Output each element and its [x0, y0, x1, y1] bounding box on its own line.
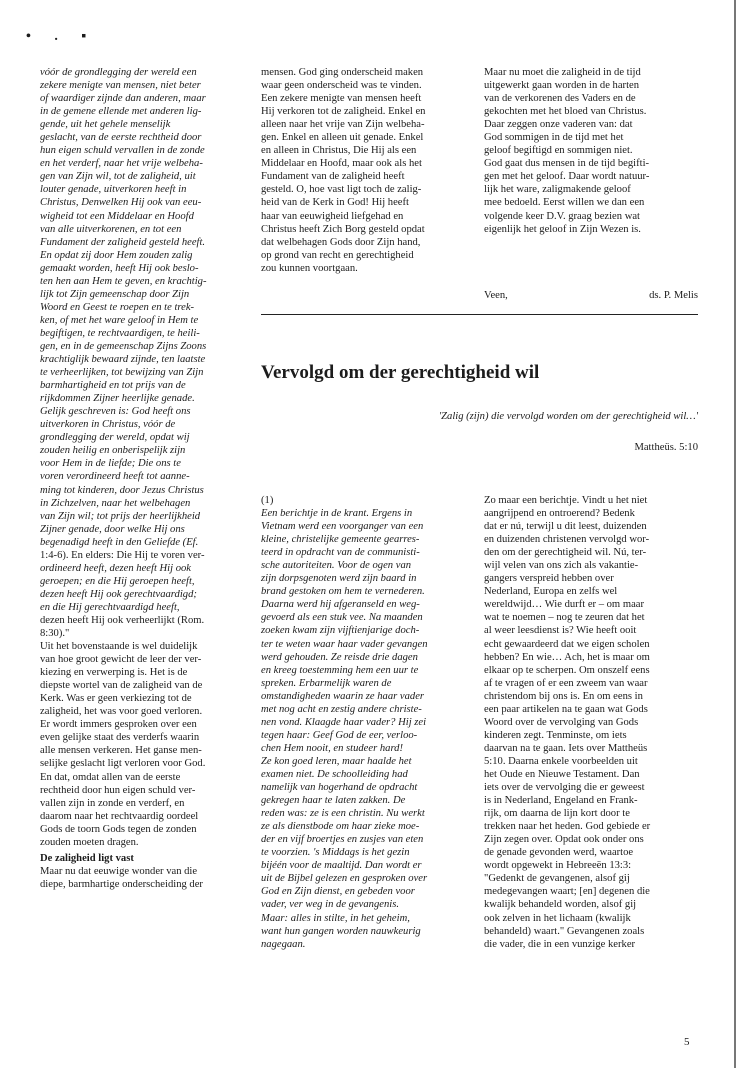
text-line: "Gedenkt de gevangenen, alsof gij	[484, 873, 630, 885]
text-line: diepe, barmhartige onderscheiding der	[40, 878, 203, 890]
text-line: Zijner genade, door welke Hij ons	[40, 523, 185, 535]
text-line: al weer leesdienst is? Wie heeft ooit	[484, 625, 637, 637]
text-line: kiezing en verwerping is. Het is de	[40, 667, 188, 679]
text-line: want hun gangen worden nauwkeurig	[261, 925, 421, 937]
subheading: De zaligheid ligt vast	[40, 852, 134, 864]
text-line: van Zijn wil; tot prijs der heerlijkheid	[40, 510, 201, 522]
text-line: chen Hem nooit, en studeer hard!	[261, 742, 404, 754]
text-line: teerd in opdracht van de communisti-	[261, 547, 420, 559]
text-line: hebben? En wie… Ach, het is maar om	[484, 651, 650, 663]
signature	[484, 290, 698, 301]
text-line: die vader, die in een vunzige kerker	[484, 938, 636, 950]
text-line: reden was: ze is een christin. Nu werkt	[261, 808, 425, 820]
text-line: vader, ver weg in de gevangenis.	[261, 899, 399, 911]
text-line: Fundament der zaligheid gesteld heeft.	[40, 236, 206, 248]
text-line: behandeld) waart." Gevangenen zoals	[484, 925, 645, 937]
text-line: lijk tot Zijn gemeenschap door Zijn	[40, 288, 190, 300]
text-line: in de gemene ellende met anderen lig-	[40, 106, 202, 118]
text-line: dat welbehagen Gods door Zijn hand,	[261, 236, 421, 248]
text-line: Vietnam werd een voorganger van een	[261, 521, 424, 533]
text-line: ter te weten waar haar vader gevangen	[261, 638, 428, 650]
text-line: dezen heeft Hij ook verheerlijkt (Rom.	[40, 614, 205, 626]
text-line: der en vijf broertjes en zusjes van eten	[261, 834, 424, 846]
text-line: alleen naar het vrije van Zijn welbeha-	[261, 119, 425, 131]
text-line: is in Nederland, Engeland en Frank-	[484, 795, 638, 807]
text-line: gende, uit het gehele menselijk	[40, 119, 171, 131]
text-line: Zijn zegen over. Opdat ook onder ons	[484, 834, 644, 846]
text-line: gen van Zijn wil, tot de zaligheid, uit	[40, 171, 196, 183]
text-line: Nederland, Europa en zelfs wel	[484, 586, 618, 598]
text-line: rijk, om daarna de lijn kort door te	[484, 808, 630, 820]
text-line: een paar artikelen na te gaan wat Gods	[484, 703, 648, 715]
text-line: wijl velen van ons zich als vakantie-	[484, 560, 639, 572]
text-line: ze als dienstbode om haar zieke moe-	[261, 821, 420, 833]
text-line: omstandigheden waarin ze haar vader	[261, 690, 425, 702]
text-line: echt gewaardeerd dat we eigen scholen	[484, 638, 650, 650]
text-line: zouden heilig en onberispelijk zijn	[40, 445, 186, 457]
text-line: den om der gerechtigheid wil. Nú, ter-	[484, 547, 647, 559]
text-line: van de verkorenen des Vaders en de	[484, 93, 636, 105]
text-line: waar geen onderscheid was te vinden.	[261, 80, 422, 92]
text-line: Gods de toorn Gods tegen de zonden	[40, 823, 197, 835]
text-line: gemaakt worden, heeft Hij ook beslo-	[40, 262, 199, 274]
text-line: ken, of met het ware geloof in Hem te	[40, 314, 199, 326]
column-2	[261, 66, 474, 275]
text-line: Daarna werd hij afgeranseld en weg-	[261, 599, 420, 611]
text-line: en het verderf, naar het vrije welbeha-	[40, 158, 203, 170]
text-line: rijkdommen Zijner heerlijke genade.	[40, 393, 195, 405]
text-line: Hij verkoren tot de zaligheid. Enkel en	[261, 106, 426, 118]
text-line: Woord over de vervolging van Gods	[484, 716, 639, 728]
text-line: vóór de grondlegging der wereld een	[40, 67, 197, 78]
text-line: gekochten met het bloed van Christus.	[484, 106, 647, 118]
text-line: kinderen zegt. Tenminste, om iets	[484, 729, 627, 741]
text-line: elkaar op te scherpen. Om onszelf eens	[484, 664, 650, 676]
text-line: namelijk van hogerhand de opdracht	[261, 782, 418, 794]
text-line: trekken naar het heden. God gebiede er	[484, 821, 651, 833]
text-line: aangrijpend en ontroerend? Bedenk	[484, 508, 635, 520]
text-line: alle mensen verkeren. Het ganse men-	[40, 745, 202, 757]
text-line: christendom bij ons is. En om eens in	[484, 690, 643, 702]
text-line: gen, en in de gemeenschap Zijns Zoons	[40, 340, 207, 352]
text-line: geloof begiftigd en sommigen niet.	[484, 145, 633, 157]
text-line: spreken. Erbarmelijk waren de	[261, 677, 392, 689]
text-line: Woord en Geest te roepen en te trek-	[40, 301, 195, 313]
text-line: Een zekere menigte van mensen heeft	[261, 93, 422, 105]
text-line: wat te noemen – nog te zeuren dat het	[484, 612, 645, 624]
text-line: kleine, christelijke gemeente gearres-	[261, 534, 420, 546]
text-line: hun eigen schuld vervallen in de zonde	[40, 145, 205, 157]
text-line: Uit het bovenstaande is wel duidelijk	[40, 641, 198, 653]
column-5	[484, 494, 698, 951]
text-line: 8:30)."	[40, 628, 70, 640]
text-line: geslacht, van de eerste rechtheid door	[40, 132, 202, 144]
text-line: iets over de vervolging die er geweest	[484, 782, 645, 794]
column-1	[40, 66, 247, 891]
section-divider	[261, 314, 698, 315]
text-line: Christus, Denwelken Hij ook van eeu-	[40, 197, 202, 209]
text-line: Een berichtje in de krant. Ergens in	[261, 508, 413, 520]
text-line: Er wordt immers gesproken over een	[40, 719, 197, 731]
text-line: vallen zijn in zonde en verderf, en	[40, 797, 185, 809]
text-line: rechtheid door hun eigen schuld ver-	[40, 784, 196, 796]
text-line: op grond van recht en gerechtigheid	[261, 249, 414, 261]
text-line: nen vond. Klaagde haar vader? Hij zei	[261, 716, 427, 728]
text-line: tegen haar: Geef God de eer, verloo-	[261, 729, 418, 741]
text-line: sche autoriteiten. Voor de ogen van	[261, 560, 412, 572]
text-line: zekere menigte van mensen, niet beter	[40, 80, 201, 92]
text-line: uitgewerkt gaan worden in de harten	[484, 80, 640, 92]
text-line: geroepen; en die Hij geroepen heeft,	[40, 575, 195, 587]
text-line: en die Hij gerechtvaardigd heeft,	[40, 601, 180, 613]
text-line: En opdat zij door Hem zouden zalig	[40, 249, 193, 261]
text-line: zoeken kwam zijn vijftienjarige doch-	[261, 625, 420, 637]
text-line: gevoerd als een stuk vee. Na maanden	[261, 612, 423, 624]
text-line: mensen. God ging onderscheid maken	[261, 67, 424, 78]
article-title: Vervolgd om der gerechtigheid wil	[261, 362, 540, 383]
text-line: zaligheid, het was voor goed verloren.	[40, 706, 203, 718]
text-line: voor Hem in de liefde; Die ons te	[40, 458, 181, 470]
text-line: te verheerlijken, tot bewijzing van Zijn	[40, 367, 204, 379]
text-line: zou kunnen voortgaan.	[261, 262, 358, 274]
text-line: voren verordineerd heeft tot aanne-	[40, 471, 190, 483]
text-line: zijn dorpsgenoten werd zijn baard in	[261, 573, 417, 585]
text-line: ordineerd heeft, dezen heeft Hij ook	[40, 562, 192, 574]
text-line: mee bedoeld. Eerst willen we dan een	[484, 197, 645, 209]
text-line: begenadigd heeft in den Geliefde (Ef.	[40, 536, 199, 548]
text-line: God sommigen in de tijd met het	[484, 132, 624, 144]
text-line: Maar nu moet die zaligheid in de tijd	[484, 67, 641, 78]
text-line: dat er nú, terwijl u dit leest, duizenden	[484, 521, 647, 533]
text-line: wordt opgewekt in Hebreeën 13:3:	[484, 860, 632, 872]
signature-place: Veen,	[484, 290, 508, 301]
text-line: van hoe groot gewicht de leer der ver-	[40, 654, 202, 666]
text-line: Ze kon goed leren, maar haalde het	[261, 755, 412, 767]
text-line: begiftigen, te rechtvaardigen, te heili-	[40, 327, 200, 339]
text-line: gangers verspreid hebben over	[484, 573, 614, 585]
text-line: heid van de Kerk in God! Hij heeft	[261, 197, 409, 209]
text-line: in Zichzelven, naar het welbehagen	[40, 497, 191, 509]
text-line: 1:4-6). En elders: Die Hij te voren ver-	[40, 549, 205, 561]
text-line: louter genade, uitverkoren heeft in	[40, 184, 187, 196]
text-line: uitverkoren in Christus, vóór de	[40, 419, 176, 431]
column-3	[484, 66, 698, 236]
text-line: en kreeg toestemming hem een uur te	[261, 664, 419, 676]
text-line: eigenlijk het geloof in Zijn Wezen is.	[484, 223, 641, 235]
header-marks: • . ▪	[26, 29, 97, 44]
text-line: wereldwijd… Wie durft er – om maar	[484, 599, 644, 611]
page-number: 5	[684, 1036, 690, 1048]
text-line: En dat, omdat allen van de eerste	[40, 771, 181, 783]
page-edge-rule	[734, 0, 736, 1068]
text-line: Maar: alles in stilte, in het geheim,	[261, 912, 410, 924]
text-line: van alle uitverkorenen, en tot een	[40, 223, 182, 235]
text-line: het Oude en Nieuwe Testament. Dan	[484, 768, 640, 780]
text-line: en duizenden christenen vervolgd wor-	[484, 534, 650, 546]
text-line: uit de Bijbel gelezen en gesproken over	[261, 873, 428, 885]
column-4	[261, 494, 474, 951]
text-line: werd gehouden. Ze reisde drie dagen	[261, 651, 418, 663]
text-line: en alleen in Christus, Die Hij als een	[261, 145, 417, 157]
text-line: God en Zijn dienst, en gebeden voor	[261, 886, 415, 898]
text-line: Fundament van de zaligheid heeft	[261, 171, 405, 183]
text-line: nagegaan.	[261, 938, 306, 950]
text-line: te voorzien. 's Middags is het gezin	[261, 847, 410, 859]
text-line: de genade gevonden werd, waartoe	[484, 847, 634, 859]
article-reference: Mattheüs. 5:10	[634, 442, 698, 453]
signature-author: ds. P. Melis	[649, 290, 698, 301]
text-line: of waardiger zijnde dan anderen, maar	[40, 93, 206, 105]
section-marker: (1)	[261, 495, 274, 506]
text-line: Kerk. Was er geen verkiezing tot de	[40, 693, 192, 705]
text-line: ming tot kinderen, door Jezus Christus	[40, 484, 204, 496]
text-line: volgende keer D.V. graag bezien wat	[484, 210, 640, 222]
text-line: diepste wortel van de zaligheid van de	[40, 680, 203, 692]
text-line: krachtiglijk bewaard zijnde, ten laatste	[40, 354, 206, 366]
text-line: God gaat dus mensen in de tijd begifti-	[484, 158, 650, 170]
text-line: ten hen aan Hem te geven, en krachtig-	[40, 275, 207, 287]
text-line: even gelijke staat des verderfs waarin	[40, 732, 200, 744]
text-line: Daar zeggen onze vaderen van: dat	[484, 119, 633, 131]
text-line: met nog acht en zestig andere christe-	[261, 703, 422, 715]
text-line: Middelaar en Hoofd, maar ook als het	[261, 158, 422, 170]
text-line: brand gestoken om hem te vernederen.	[261, 586, 425, 598]
text-line: Christus heeft Zich Borg gesteld opdat	[261, 223, 425, 235]
text-line: Maar nu dat eeuwige wonder van die	[40, 865, 198, 877]
text-line: gen met het geloof. Daar wordt natuur-	[484, 171, 650, 183]
text-line: daarom naar het rechtvaardig oordeel	[40, 810, 199, 822]
text-line: barmhartigheid en tot prijs van de	[40, 380, 186, 392]
text-line: gekregen haar te laten zakken. De	[261, 795, 406, 807]
text-line: examen niet. De schoolleiding had	[261, 768, 408, 780]
text-line: kwalijk behandeld worden, alsof gij	[484, 899, 637, 911]
text-line: selijke geslacht ligt verloren voor God.	[40, 758, 206, 770]
text-line: wigheid tot een Middelaar en Hoofd	[40, 210, 194, 222]
text-line: af te vragen of er een zweem van waar	[484, 677, 648, 689]
text-line: zouden moeten dragen.	[40, 836, 139, 848]
text-line: ook zelven in het lichaam (kwalijk	[484, 912, 631, 924]
text-line: dezen heeft Hij ook gerechtvaardigd;	[40, 588, 197, 600]
text-line: grondlegging der wereld, opdat wij	[40, 432, 190, 444]
text-line: daarvan na te gaan. Iets over Mattheüs	[484, 742, 648, 754]
text-line: haar van eeuwigheid liefgehad en	[261, 210, 404, 222]
text-line: gen. Enkel en alleen uit genade. Enkel	[261, 132, 424, 144]
text-line: Gelijk geschreven is: God heeft ons	[40, 406, 191, 418]
text-line: bijéén voor de maaltijd. Dan wordt er	[261, 860, 422, 872]
text-line: Zo maar een berichtje. Vindt u het niet	[484, 495, 648, 506]
text-line: lijk het ware, zaligmakende geloof	[484, 184, 631, 196]
article-quote: 'Zalig (zijn) die vervolgd worden om der gerechtigheid wil…'	[438, 411, 698, 422]
text-line: 5:10. Daarna enkele voorbeelden uit	[484, 755, 638, 767]
text-line: medegevangen waart; [en] degenen die	[484, 886, 650, 898]
text-line: gesteld. O, hoe vast ligt toch de zalig-	[261, 184, 422, 196]
